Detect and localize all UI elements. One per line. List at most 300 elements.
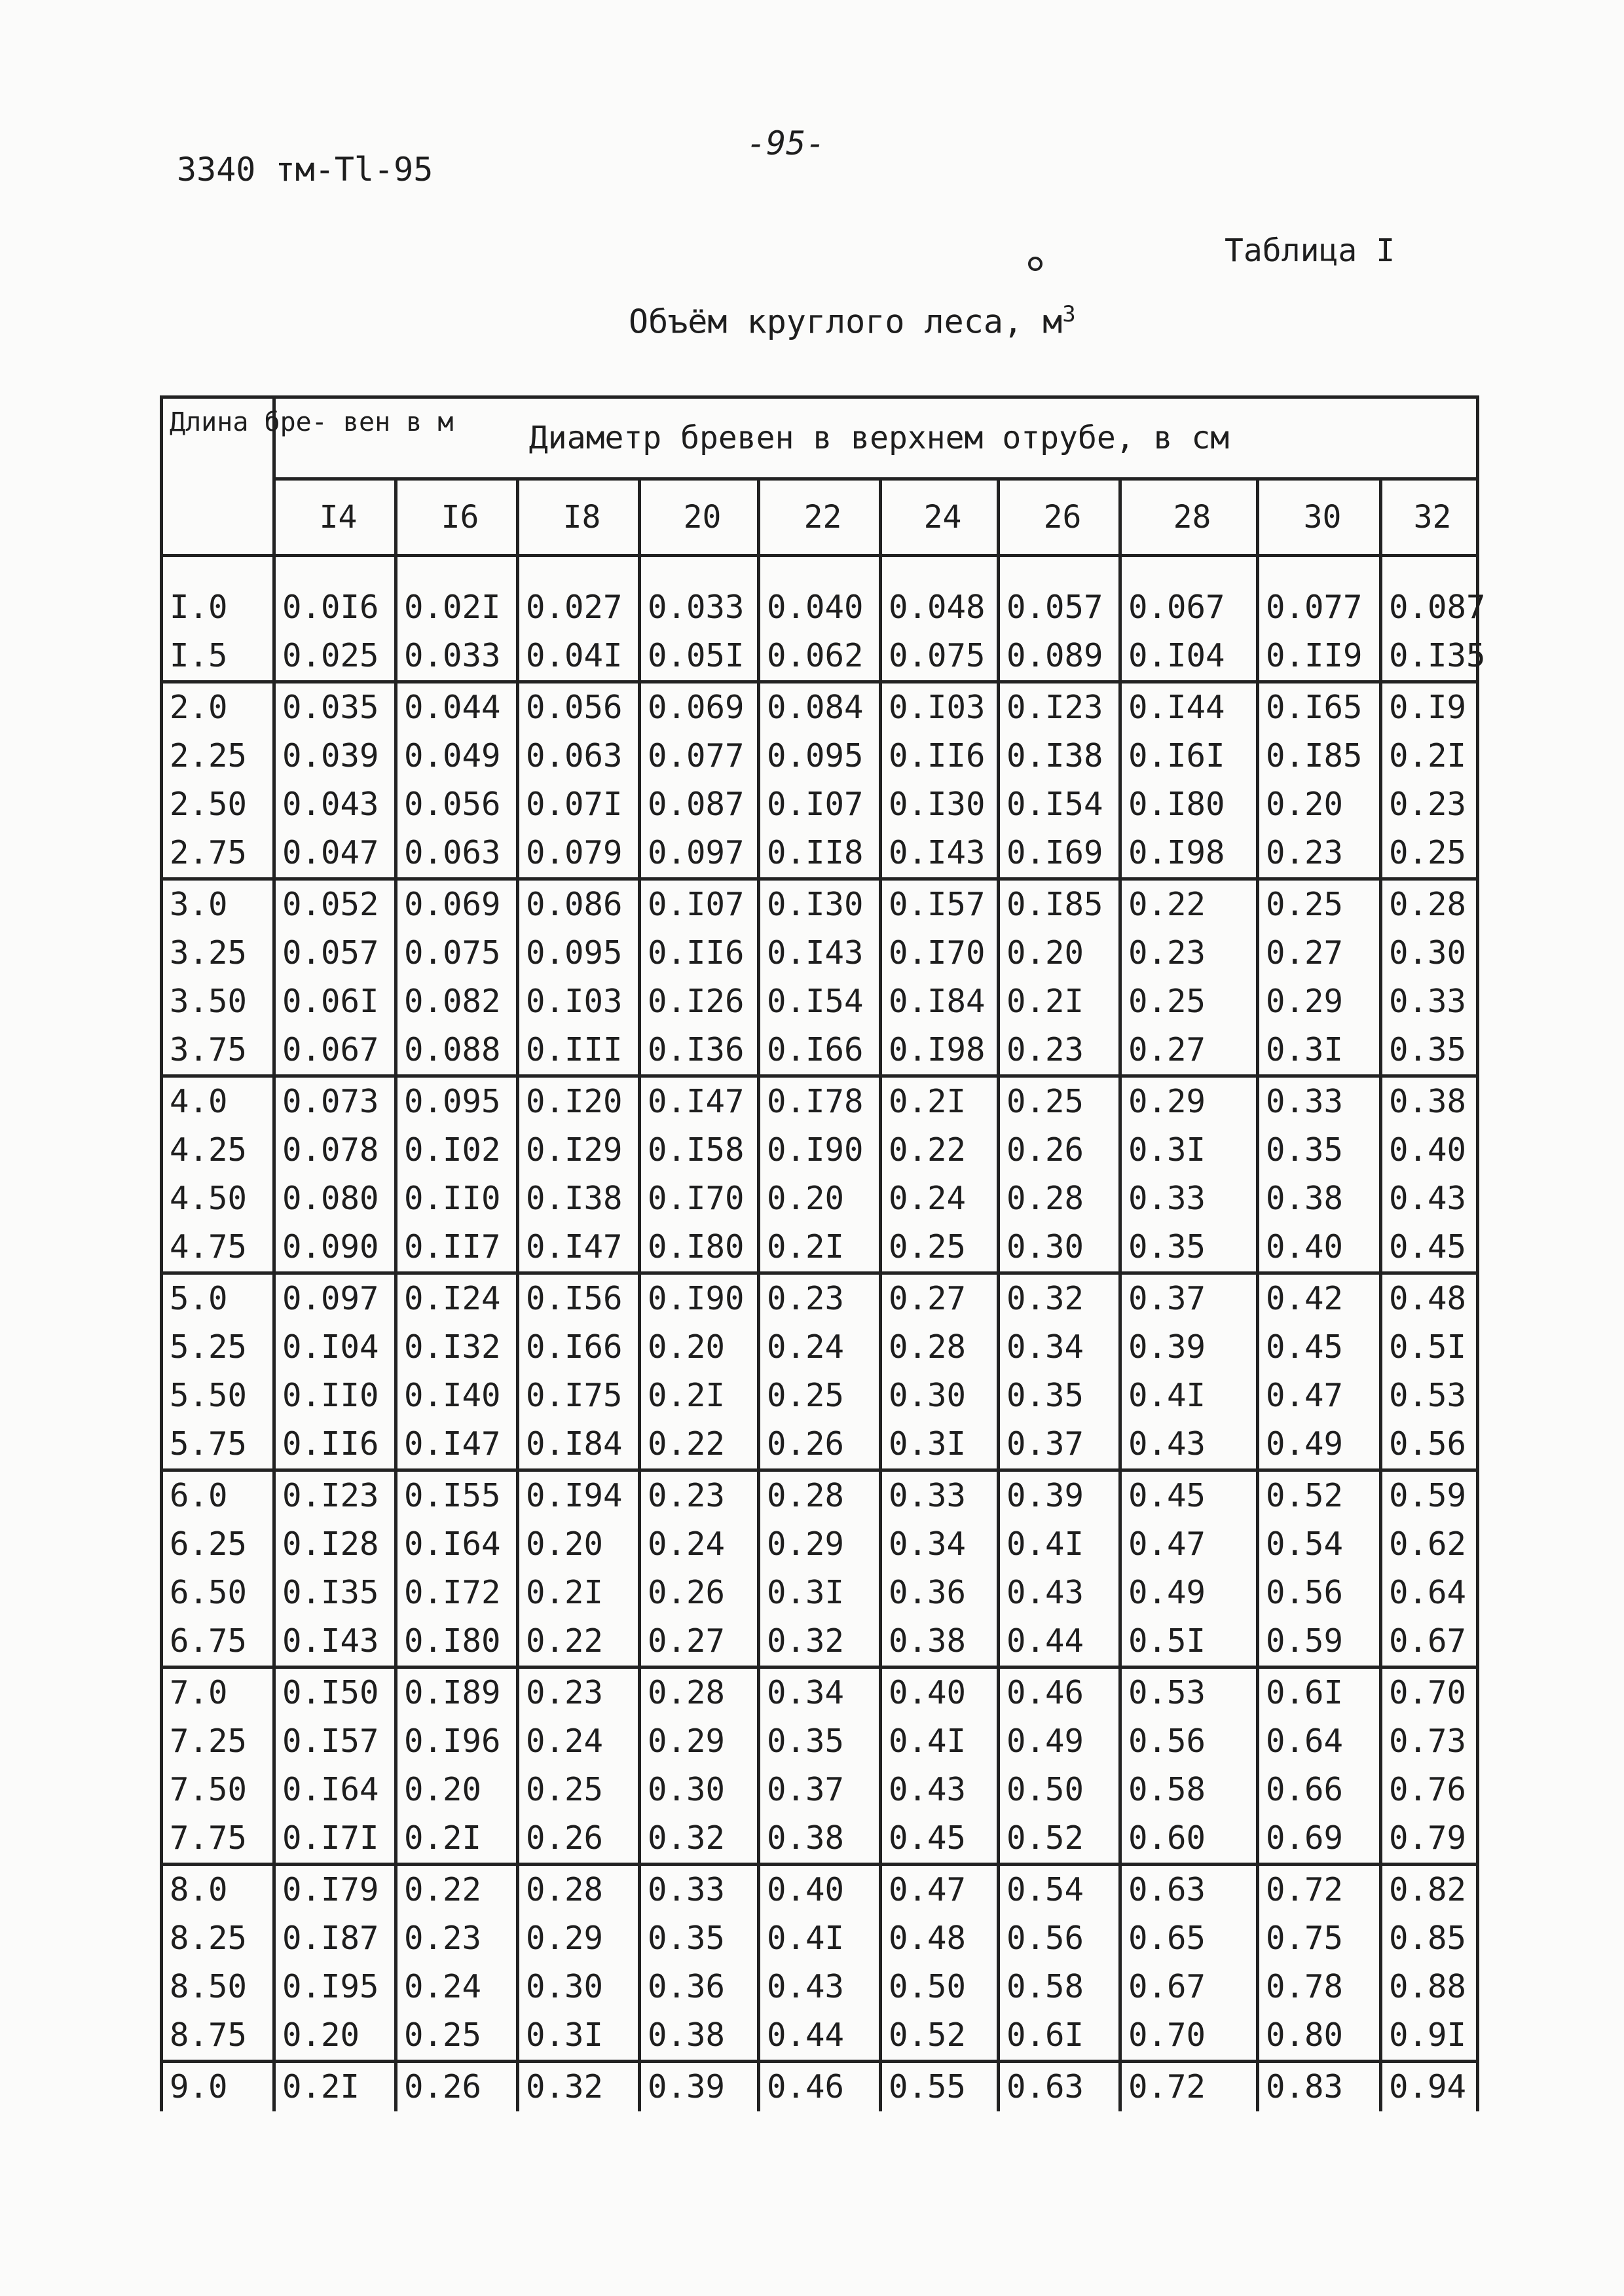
volume-cell: 0.2I xyxy=(396,1814,518,1865)
volume-cell: 0.I20 xyxy=(518,1076,640,1127)
volume-cell: 0.37 xyxy=(999,1420,1120,1470)
volume-cell: 0.25 xyxy=(396,2011,518,2062)
volume-cell: 0.30 xyxy=(1381,929,1478,977)
volume-cell: 0.33 xyxy=(1120,1175,1258,1223)
volume-cell: 0.I44 xyxy=(1120,682,1258,733)
diameter-header-cell: 32 xyxy=(1381,479,1478,556)
volume-cell: 0.I66 xyxy=(759,1026,881,1076)
volume-cell: 0.043 xyxy=(274,780,396,829)
length-cell: 4.0 xyxy=(162,1076,274,1127)
volume-cell: 0.I29 xyxy=(518,1126,640,1175)
length-cell: 3.25 xyxy=(162,929,274,977)
volume-cell: 0.052 xyxy=(274,879,396,930)
volume-cell: 0.67 xyxy=(1120,1963,1258,2011)
volume-cell: 0.3I xyxy=(881,1420,999,1470)
table-row xyxy=(162,780,1478,829)
volume-cell: 0.II8 xyxy=(759,829,881,879)
volume-cell: 0.45 xyxy=(1381,1223,1478,1273)
volume-cell: 0.29 xyxy=(1258,977,1381,1026)
volume-cell: 0.2I xyxy=(881,1076,999,1127)
volume-cell: 0.35 xyxy=(1258,1126,1381,1175)
volume-cell: 0.I56 xyxy=(518,1273,640,1324)
volume-cell: 0.52 xyxy=(999,1814,1120,1865)
volume-cell: 0.80 xyxy=(1258,2011,1381,2062)
volume-cell: 0.I85 xyxy=(1258,732,1381,780)
volume-cell: 0.52 xyxy=(1258,1470,1381,1521)
diameter-header-cell: 26 xyxy=(999,479,1120,556)
diameter-header-cell: 20 xyxy=(640,479,759,556)
volume-cell: 0.I03 xyxy=(518,977,640,1026)
spacer-cell xyxy=(999,556,1120,584)
volume-cell: 0.29 xyxy=(518,1914,640,1963)
volume-cell: 0.28 xyxy=(999,1175,1120,1223)
volume-cell: 0.I98 xyxy=(1120,829,1258,879)
volume-cell: 0.I80 xyxy=(396,1617,518,1667)
volume-cell: 0.32 xyxy=(999,1273,1120,1324)
volume-cell: 0.47 xyxy=(881,1865,999,1915)
volume-cell: 0.069 xyxy=(640,682,759,733)
volume-cell: 0.39 xyxy=(999,1470,1120,1521)
volume-cell: 0.50 xyxy=(881,1963,999,2011)
diameter-header-cell: 30 xyxy=(1258,479,1381,556)
volume-cell: 0.88 xyxy=(1381,1963,1478,2011)
table-row xyxy=(162,1667,1478,1718)
volume-cell: 0.07I xyxy=(518,780,640,829)
volume-cell: 0.I35 xyxy=(1381,632,1478,682)
volume-cell: 0.22 xyxy=(396,1865,518,1915)
volume-cell: 0.049 xyxy=(396,732,518,780)
volume-cell: 0.2I xyxy=(999,977,1120,1026)
volume-cell: 0.30 xyxy=(881,1372,999,1420)
volume-cell: 0.79 xyxy=(1381,1814,1478,1865)
length-cell: 6.0 xyxy=(162,1470,274,1521)
volume-cell: 0.095 xyxy=(396,1076,518,1127)
volume-cell: 0.I04 xyxy=(274,1323,396,1372)
volume-cell: 0.080 xyxy=(274,1175,396,1223)
diameter-header-cell: 24 xyxy=(881,479,999,556)
table-row xyxy=(162,929,1478,977)
volume-cell: 0.040 xyxy=(759,583,881,632)
volume-cell: 0.25 xyxy=(1258,879,1381,930)
volume-cell: 0.32 xyxy=(640,1814,759,1865)
document-code: 3340 тм-Тl-95 xyxy=(177,151,434,189)
volume-cell: 0.9I xyxy=(1381,2011,1478,2062)
volume-cell: 0.56 xyxy=(999,1914,1120,1963)
volume-cell: 0.23 xyxy=(1381,780,1478,829)
volume-cell: 0.34 xyxy=(881,1520,999,1569)
volume-cell: 0.I23 xyxy=(274,1470,396,1521)
volume-cell: 0.75 xyxy=(1258,1914,1381,1963)
volume-cell: 0.38 xyxy=(1381,1076,1478,1127)
spacer-cell xyxy=(1120,556,1258,584)
length-cell: 7.0 xyxy=(162,1667,274,1718)
volume-cell: 0.097 xyxy=(274,1273,396,1324)
volume-cell: 0.20 xyxy=(274,2011,396,2062)
volume-cell: 0.73 xyxy=(1381,1717,1478,1766)
volume-cell: 0.49 xyxy=(1120,1569,1258,1617)
volume-cell: 0.II0 xyxy=(274,1372,396,1420)
volume-cell: 0.I30 xyxy=(759,879,881,930)
volume-cell: 0.095 xyxy=(759,732,881,780)
volume-cell: 0.25 xyxy=(1120,977,1258,1026)
volume-cell: 0.23 xyxy=(759,1273,881,1324)
volume-cell: 0.044 xyxy=(396,682,518,733)
volume-cell: 0.097 xyxy=(640,829,759,879)
volume-cell: 0.28 xyxy=(881,1323,999,1372)
volume-cell: 0.4I xyxy=(1120,1372,1258,1420)
volume-cell: 0.66 xyxy=(1258,1766,1381,1814)
volume-cell: 0.2I xyxy=(759,1223,881,1273)
volume-cell: 0.39 xyxy=(640,2062,759,2112)
volume-cell: 0.5I xyxy=(1120,1617,1258,1667)
table-row xyxy=(162,1372,1478,1420)
table-row xyxy=(162,977,1478,1026)
volume-cell: 0.25 xyxy=(518,1766,640,1814)
volume-cell: 0.057 xyxy=(999,583,1120,632)
volume-cell: 0.62 xyxy=(1381,1520,1478,1569)
volume-cell: 0.25 xyxy=(999,1076,1120,1127)
volume-cell: 0.I90 xyxy=(759,1126,881,1175)
length-cell: 8.0 xyxy=(162,1865,274,1915)
volume-cell: 0.087 xyxy=(1381,583,1478,632)
volume-cell: 0.47 xyxy=(1120,1520,1258,1569)
table-row xyxy=(162,1323,1478,1372)
volume-cell: 0.35 xyxy=(999,1372,1120,1420)
volume-cell: 0.I43 xyxy=(881,829,999,879)
volume-cell: 0.63 xyxy=(1120,1865,1258,1915)
volume-cell: 0.I70 xyxy=(640,1175,759,1223)
volume-cell: 0.72 xyxy=(1258,1865,1381,1915)
volume-cell: 0.4I xyxy=(759,1914,881,1963)
volume-cell: 0.94 xyxy=(1381,2062,1478,2112)
volume-cell: 0.23 xyxy=(1120,929,1258,977)
volume-cell: 0.35 xyxy=(759,1717,881,1766)
volume-cell: 0.I54 xyxy=(999,780,1120,829)
volume-cell: 0.2I xyxy=(1381,732,1478,780)
volume-cell: 0.I30 xyxy=(881,780,999,829)
volume-cell: 0.27 xyxy=(881,1273,999,1324)
volume-cell: 0.I38 xyxy=(518,1175,640,1223)
volume-cell: 0.33 xyxy=(881,1470,999,1521)
volume-cell: 0.24 xyxy=(881,1175,999,1223)
table-row xyxy=(162,583,1478,632)
volume-cell: 0.082 xyxy=(396,977,518,1026)
volume-cell: 0.I66 xyxy=(518,1323,640,1372)
volume-cell: 0.067 xyxy=(274,1026,396,1076)
volume-cell: 0.I65 xyxy=(1258,682,1381,733)
volume-cell: 0.23 xyxy=(518,1667,640,1718)
volume-cell: 0.033 xyxy=(640,583,759,632)
volume-cell: 0.43 xyxy=(881,1766,999,1814)
volume-cell: 0.28 xyxy=(640,1667,759,1718)
volume-cell: 0.23 xyxy=(1258,829,1381,879)
volume-cell: 0.38 xyxy=(881,1617,999,1667)
volume-cell: 0.34 xyxy=(999,1323,1120,1372)
table-row xyxy=(162,1520,1478,1569)
volume-cell: 0.45 xyxy=(1258,1323,1381,1372)
title-unit-power: 3 xyxy=(1062,301,1076,327)
volume-cell: 0.4I xyxy=(999,1520,1120,1569)
volume-cell: 0.42 xyxy=(1258,1273,1381,1324)
volume-cell: 0.I38 xyxy=(999,732,1120,780)
volume-cell: 0.35 xyxy=(1120,1223,1258,1273)
volume-cell: 0.43 xyxy=(1381,1175,1478,1223)
volume-cell: 0.II0 xyxy=(396,1175,518,1223)
volume-cell: 0.45 xyxy=(881,1814,999,1865)
length-cell: 9.0 xyxy=(162,2062,274,2112)
table-row xyxy=(162,1717,1478,1766)
volume-cell: 0.039 xyxy=(274,732,396,780)
volume-cell: 0.45 xyxy=(1120,1470,1258,1521)
volume-cell: 0.56 xyxy=(1381,1420,1478,1470)
volume-cell: 0.63 xyxy=(999,2062,1120,2112)
volume-cell: 0.29 xyxy=(640,1717,759,1766)
volume-cell: 0.056 xyxy=(518,682,640,733)
length-cell: I.5 xyxy=(162,632,274,682)
volume-cell: 0.20 xyxy=(999,929,1120,977)
volume-cell: 0.063 xyxy=(518,732,640,780)
table-label: Таблица I xyxy=(1225,232,1395,269)
volume-cell: 0.II6 xyxy=(881,732,999,780)
volume-cell: 0.22 xyxy=(640,1420,759,1470)
length-cell: 6.25 xyxy=(162,1520,274,1569)
volume-cell: 0.27 xyxy=(1258,929,1381,977)
volume-cell: 0.82 xyxy=(1381,1865,1478,1915)
volume-cell: 0.I57 xyxy=(881,879,999,930)
volume-cell: 0.54 xyxy=(1258,1520,1381,1569)
volume-cell: 0.34 xyxy=(759,1667,881,1718)
volume-cell: 0.I94 xyxy=(518,1470,640,1521)
volume-cell: 0.30 xyxy=(518,1963,640,2011)
volume-cell: 0.43 xyxy=(759,1963,881,2011)
volume-cell: 0.I02 xyxy=(396,1126,518,1175)
volume-cell: 0.077 xyxy=(640,732,759,780)
volume-cell: 0.06I xyxy=(274,977,396,1026)
volume-cell: 0.I58 xyxy=(640,1126,759,1175)
volume-cell: 0.I79 xyxy=(274,1865,396,1915)
volume-cell: 0.6I xyxy=(999,2011,1120,2062)
diameter-header-cell: 28 xyxy=(1120,479,1258,556)
volume-cell: 0.2I xyxy=(274,2062,396,2112)
volume-cell: 0.25 xyxy=(881,1223,999,1273)
table-row xyxy=(162,1617,1478,1667)
volume-cell: 0.44 xyxy=(759,2011,881,2062)
volume-cell: 0.I55 xyxy=(396,1470,518,1521)
length-cell: 3.0 xyxy=(162,879,274,930)
length-cell: 7.75 xyxy=(162,1814,274,1865)
volume-cell: 0.28 xyxy=(1381,879,1478,930)
volume-cell: 0.025 xyxy=(274,632,396,682)
volume-cell: 0.095 xyxy=(518,929,640,977)
volume-cell: 0.29 xyxy=(1120,1076,1258,1127)
volume-cell: 0.48 xyxy=(1381,1273,1478,1324)
diameter-header-cell: I8 xyxy=(518,479,640,556)
volume-cell: 0.I32 xyxy=(396,1323,518,1372)
table-row xyxy=(162,1963,1478,2011)
volume-cell: 0.59 xyxy=(1381,1470,1478,1521)
spacer-cell xyxy=(518,556,640,584)
table-row xyxy=(162,682,1478,733)
volume-cell: 0.3I xyxy=(759,1569,881,1617)
diameter-header-cell: 22 xyxy=(759,479,881,556)
volume-cell: 0.02I xyxy=(396,583,518,632)
volume-cell: 0.I64 xyxy=(274,1766,396,1814)
table-row xyxy=(162,1026,1478,1076)
volume-cell: 0.I47 xyxy=(396,1420,518,1470)
volume-cell: 0.II6 xyxy=(274,1420,396,1470)
volume-cell: 0.46 xyxy=(759,2062,881,2112)
volume-cell: 0.56 xyxy=(1258,1569,1381,1617)
volume-cell: 0.04I xyxy=(518,632,640,682)
volume-cell: 0.36 xyxy=(881,1569,999,1617)
volume-cell: 0.22 xyxy=(518,1617,640,1667)
volume-cell: 0.38 xyxy=(759,1814,881,1865)
table-row xyxy=(162,2062,1478,2112)
volume-cell: 0.56 xyxy=(1120,1717,1258,1766)
volume-cell: 0.3I xyxy=(1258,1026,1381,1076)
table-row xyxy=(162,1865,1478,1915)
volume-cell: 0.39 xyxy=(1120,1323,1258,1372)
volume-cell: 0.32 xyxy=(518,2062,640,2112)
volume-cell: 0.44 xyxy=(999,1617,1120,1667)
volume-cell: 0.20 xyxy=(759,1175,881,1223)
volume-cell: 0.027 xyxy=(518,583,640,632)
volume-cell: 0.069 xyxy=(396,879,518,930)
volume-cell: 0.40 xyxy=(1381,1126,1478,1175)
diameter-header: Диаметр бревен в верхнем отрубе, в см xyxy=(274,397,1478,479)
length-cell: 5.25 xyxy=(162,1323,274,1372)
volume-cell: 0.II9 xyxy=(1258,632,1381,682)
table-row xyxy=(162,1914,1478,1963)
volume-cell: 0.I95 xyxy=(274,1963,396,2011)
volume-cell: 0.27 xyxy=(640,1617,759,1667)
spacer-cell xyxy=(274,556,396,584)
volume-cell: 0.I9 xyxy=(1381,682,1478,733)
volume-cell: 0.72 xyxy=(1120,2062,1258,2112)
volume-cell: 0.50 xyxy=(999,1766,1120,1814)
volume-cell: 0.090 xyxy=(274,1223,396,1273)
volume-cell: 0.075 xyxy=(396,929,518,977)
table-title xyxy=(629,301,1076,341)
volume-cell: 0.047 xyxy=(274,829,396,879)
volume-cell: 0.2I xyxy=(518,1569,640,1617)
volume-cell: 0.25 xyxy=(759,1372,881,1420)
volume-cell: 0.3I xyxy=(1120,1126,1258,1175)
volume-cell: 0.I35 xyxy=(274,1569,396,1617)
volume-cell: 0.I26 xyxy=(640,977,759,1026)
table-row xyxy=(162,1126,1478,1175)
table-row xyxy=(162,1470,1478,1521)
volume-table xyxy=(160,395,1486,2111)
volume-cell: 0.33 xyxy=(1258,1076,1381,1127)
volume-cell: 0.69 xyxy=(1258,1814,1381,1865)
volume-cell: 0.20 xyxy=(1258,780,1381,829)
table-title-text: Объём круглого леса, м xyxy=(629,302,1063,341)
volume-cell: 0.086 xyxy=(518,879,640,930)
volume-cell: 0.I6I xyxy=(1120,732,1258,780)
volume-cell: 0.I90 xyxy=(640,1273,759,1324)
volume-cell: 0.70 xyxy=(1120,2011,1258,2062)
volume-cell: 0.I43 xyxy=(274,1617,396,1667)
volume-cell: 0.I80 xyxy=(1120,780,1258,829)
spacer-cell xyxy=(1381,556,1478,584)
volume-cell: 0.37 xyxy=(1120,1273,1258,1324)
diameter-header-cell: I6 xyxy=(396,479,518,556)
volume-cell: 0.063 xyxy=(396,829,518,879)
volume-cell: 0.43 xyxy=(1120,1420,1258,1470)
diameter-values-row xyxy=(162,479,1478,556)
volume-cell: 0.28 xyxy=(518,1865,640,1915)
volume-cell: 0.I07 xyxy=(759,780,881,829)
length-cell: 8.75 xyxy=(162,2011,274,2062)
volume-cell: 0.048 xyxy=(881,583,999,632)
volume-cell: 0.55 xyxy=(881,2062,999,2112)
volume-cell: 0.I43 xyxy=(759,929,881,977)
volume-cell: 0.20 xyxy=(640,1323,759,1372)
volume-cell: 0.59 xyxy=(1258,1617,1381,1667)
diameter-header-cell: I4 xyxy=(274,479,396,556)
volume-cell: 0.33 xyxy=(1381,977,1478,1026)
volume-cell: 0.53 xyxy=(1381,1372,1478,1420)
length-cell: 3.50 xyxy=(162,977,274,1026)
table-spacer-row xyxy=(162,556,1478,584)
volume-cell: 0.I50 xyxy=(274,1667,396,1718)
volume-cell: 0.24 xyxy=(396,1963,518,2011)
length-column-header: Длина бре- вен в м xyxy=(162,397,274,556)
volume-cell: 0.079 xyxy=(518,829,640,879)
table-row xyxy=(162,1569,1478,1617)
volume-cell: 0.4I xyxy=(881,1717,999,1766)
volume-cell: 0.I70 xyxy=(881,929,999,977)
volume-cell: 0.60 xyxy=(1120,1814,1258,1865)
volume-cell: 0.28 xyxy=(759,1470,881,1521)
volume-cell: 0.22 xyxy=(1120,879,1258,930)
volume-cell: 0.24 xyxy=(518,1717,640,1766)
volume-cell: 0.II6 xyxy=(640,929,759,977)
volume-cell: 0.033 xyxy=(396,632,518,682)
volume-cell: 0.I96 xyxy=(396,1717,518,1766)
length-cell: 5.75 xyxy=(162,1420,274,1470)
volume-cell: 0.47 xyxy=(1258,1372,1381,1420)
volume-cell: 0.III xyxy=(518,1026,640,1076)
table-row xyxy=(162,1420,1478,1470)
volume-cell: 0.I47 xyxy=(640,1076,759,1127)
volume-cell: 0.70 xyxy=(1381,1667,1478,1718)
length-cell: 2.25 xyxy=(162,732,274,780)
volume-cell: 0.I47 xyxy=(518,1223,640,1273)
volume-cell: 0.58 xyxy=(1120,1766,1258,1814)
volume-cell: 0.084 xyxy=(759,682,881,733)
volume-cell: 0.I85 xyxy=(999,879,1120,930)
volume-cell: 0.64 xyxy=(1381,1569,1478,1617)
degree-mark-icon xyxy=(1028,257,1043,271)
volume-cell: 0.067 xyxy=(1120,583,1258,632)
volume-cell: 0.76 xyxy=(1381,1766,1478,1814)
length-cell: 3.75 xyxy=(162,1026,274,1076)
volume-cell: 0.I07 xyxy=(640,879,759,930)
volume-cell: 0.I75 xyxy=(518,1372,640,1420)
volume-cell: 0.057 xyxy=(274,929,396,977)
volume-cell: 0.30 xyxy=(999,1223,1120,1273)
volume-cell: 0.I69 xyxy=(999,829,1120,879)
volume-cell: 0.035 xyxy=(274,682,396,733)
volume-cell: 0.40 xyxy=(881,1667,999,1718)
volume-cell: 0.I40 xyxy=(396,1372,518,1420)
table-row xyxy=(162,1273,1478,1324)
table-row xyxy=(162,2011,1478,2062)
volume-cell: 0.65 xyxy=(1120,1914,1258,1963)
volume-cell: 0.23 xyxy=(640,1470,759,1521)
